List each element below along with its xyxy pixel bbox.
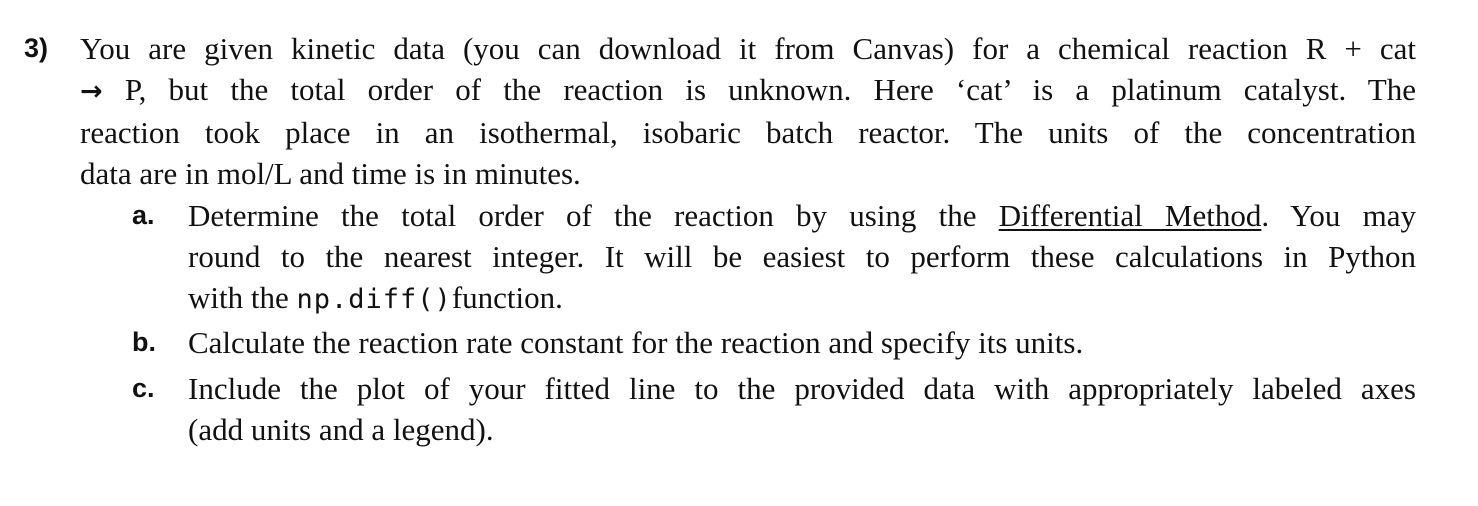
part-a-line-3 [188,277,1416,320]
question-text [80,28,1416,194]
part-a-line-1-post: . You may [1261,198,1416,233]
question-line-2-text: P, but the total order of the reaction is unknown. Here ‘cat’ is a platinum catalyst. The [124,72,1417,107]
part-c-line-2: (add units and a legend). [188,412,494,447]
part-c-label: c. [132,373,155,403]
question-line-1: You are given kinetic data (you can download it from Canvas) for a chemical reaction R + cat [80,31,1416,66]
part-a-label: a. [132,200,155,230]
part-b-text [188,322,1416,363]
part-c-text [188,368,1416,450]
part-a-line-2: round to the nearest integer. It will be easiest to perform these calculations in Python [188,239,1416,274]
np-diff-code: np.diff() [296,284,452,315]
part-b-line-1: Calculate the reaction rate constant for the reaction and specify its units. [188,325,1084,360]
part-a-line-3-pre: with the [188,280,297,315]
part-a-text [188,195,1416,320]
part-a-line-1 [188,195,1416,236]
part-b-label: b. [132,327,156,357]
part-a-line-1-pre: Determine the total order of the reaction by using the [188,198,999,233]
question-line-4: data are in mol/L and time is in minutes. [80,156,581,191]
part-c-line-1: Include the plot of your fitted line to the provided data with appropriately labeled axes [188,371,1416,406]
differential-method-term: Differential Method [998,198,1262,233]
arrow-icon: → [80,76,103,107]
question-line-2 [80,69,1416,112]
question-line-3: reaction took place in an isothermal, isobaric batch reactor. The units of the concentration [80,115,1416,150]
question-number: 3) [24,33,49,63]
part-a-line-3-post: function. [451,280,563,315]
